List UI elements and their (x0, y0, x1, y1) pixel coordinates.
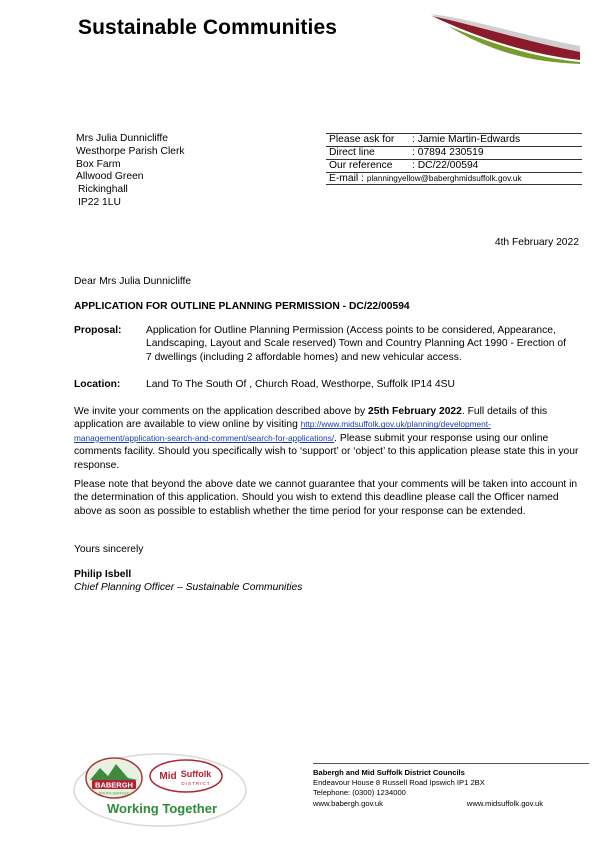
proposal-block (74, 324, 582, 364)
address-line: Box Farm (76, 158, 121, 170)
footer-street-address: Endeavour House 8 Russell Road Ipswich IP1 2BX (313, 778, 485, 788)
address-line: IP22 1LU (78, 196, 121, 208)
swoosh-logo (428, 12, 582, 64)
address-line: Allwood Green (76, 171, 144, 183)
phone-label: Direct line (329, 147, 375, 158)
invite-intro: We invite your comments on the application described above by (74, 406, 369, 417)
invite-tail: . Please submit your response using our online comments facility. Should you specifically wish to ‘support’ or ‘object’ to this application please state this in your response. (74, 432, 579, 471)
proposal-label: Proposal: (74, 325, 122, 336)
working-together-tagline: Working Together (106, 801, 218, 816)
footer-telephone: Telephone: (0300) 1234000 (313, 788, 406, 798)
footer-council-name: Babergh and Mid Suffolk District Councils (313, 768, 465, 777)
contact-row-ask (326, 133, 582, 146)
contact-row-phone (326, 146, 582, 159)
contact-row-reference (326, 159, 582, 172)
proposal-text: Application for Outline Planning Permission (Access points to be considered, Appearance, Landscaping, Layout and Scale reserved) Town and Country Planning Act 1990 - Erection of 7 dwellings (including 2 affordable homes) and new vehicular access. (146, 325, 566, 363)
deadline-date: 25th February 2022 (368, 406, 462, 417)
midsuffolk-website-link[interactable]: www.midsuffolk.gov.uk (466, 798, 543, 808)
signoff: Yours sincerely (74, 544, 144, 555)
location-label: Location: (74, 379, 121, 390)
mid-logo-text: Mid (159, 771, 177, 782)
page-title: Sustainable Communities (78, 16, 338, 39)
councils-logo (70, 750, 270, 828)
phone-value: : 07894 230519 (412, 147, 484, 158)
footer-divider (313, 763, 589, 764)
note-paragraph: Please note that beyond the above date we cannot guarantee that your comments will be taken into account in the determination of this application. Should you wish to extend this deadline please call the Officer named above as soon as possible to establish whether the time period for your response can be extended. (74, 479, 578, 517)
reference-label: Our reference (329, 160, 393, 171)
footer-websites (313, 799, 543, 809)
planning-search-link[interactable]: http://www.midsuffolk.gov.uk/planning/development-management/application-search-and-comment/search-for-applications/ (74, 419, 491, 443)
recipient-address (76, 133, 185, 210)
salutation: Dear Mrs Julia Dunnicliffe (74, 276, 192, 287)
address-line: Rickinghall (78, 184, 128, 196)
reference-value: : DC/22/00594 (412, 160, 479, 171)
location-block (74, 378, 582, 391)
email-label: E-mail : (329, 173, 364, 184)
contact-row-email (326, 172, 582, 185)
invite-details: . Full details of this application are available to view online by visiting (74, 406, 548, 431)
address-line: Westhorpe Parish Clerk (76, 145, 185, 157)
application-heading: APPLICATION FOR OUTLINE PLANNING PERMISSION - DC/22/00594 (74, 301, 410, 312)
address-line: Mrs Julia Dunnicliffe (76, 133, 168, 144)
location-text: Land To The South Of , Church Road, Westhorpe, Suffolk IP14 4SU (146, 379, 455, 390)
babergh-logo-text: BABERGH (95, 780, 133, 790)
signatory-role: Chief Planning Officer – Sustainable Communities (74, 582, 303, 593)
ask-label: Please ask for (329, 134, 395, 145)
contact-table (326, 133, 582, 185)
ask-value: : Jamie Martin-Edwards (412, 134, 521, 145)
babergh-website-link[interactable]: www.babergh.gov.uk (313, 798, 383, 808)
district-logo-text: DISTRICT (181, 781, 211, 786)
suffolk-logo-text: Suffolk (180, 769, 212, 779)
babergh-logo-subtext: SOUTH SUFFOLK (98, 791, 130, 796)
invite-paragraph (74, 405, 582, 472)
signatory-name: Philip Isbell (74, 569, 132, 580)
footer-address (313, 768, 543, 809)
email-value[interactable]: planningyellow@baberghmidsuffolk.gov.uk (366, 174, 522, 183)
letter-date: 4th February 2022 (494, 237, 579, 248)
